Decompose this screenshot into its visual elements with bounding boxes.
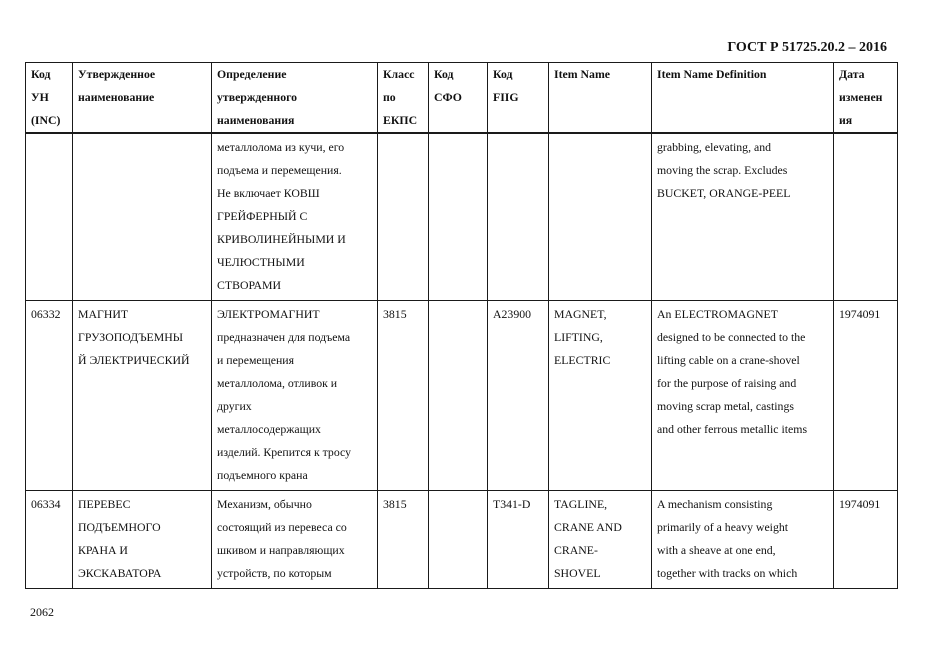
cell-item-name-line: TAGLINE, [554, 497, 608, 511]
cell-item-name-line: CRANE- [554, 543, 598, 557]
table-header-row [26, 63, 898, 134]
cell-inc [26, 133, 73, 301]
cell-definition [212, 491, 378, 589]
col-header-fiig: Код FIIG [488, 63, 549, 134]
cell-approved-name [73, 301, 212, 491]
cell-approved-name-line: ЭКСКАВАТОРА [78, 566, 162, 580]
cell-definition-line: Механизм, обычно [217, 497, 312, 511]
cell-definition-line: КРИВОЛИНЕЙНЫМИ И [217, 232, 346, 246]
cell-item-name-line: ELECTRIC [554, 353, 611, 367]
cell-definition-line: состоящий из перевеса со [217, 520, 347, 534]
col-header-sfo: Код СФО [429, 63, 488, 134]
cell-definition [212, 301, 378, 491]
cell-change-date [834, 301, 898, 491]
table-row [26, 301, 898, 491]
cell-definition-line: предназначен для подъема [217, 330, 351, 344]
cell-item-definition-line: A mechanism consisting [657, 497, 773, 511]
cell-class [378, 491, 429, 589]
cell-definition-line: шкивом и направляющих [217, 543, 345, 557]
cell-change-date [834, 133, 898, 301]
item-name-table [25, 62, 898, 589]
cell-item-name-line: SHOVEL [554, 566, 601, 580]
cell-definition-line: подъемного крана [217, 468, 308, 482]
cell-approved-name [73, 133, 212, 301]
cell-change-date-line: 1974091 [839, 307, 881, 321]
col-header-change-date: Дата изменен ия [834, 63, 898, 134]
col-header-definition: Определение утвержденного наименования [212, 63, 378, 134]
cell-item-name-line: LIFTING, [554, 330, 603, 344]
col-header-approved-name: Утвержденное наименование [73, 63, 212, 134]
cell-definition-line: Не включает КОВШ [217, 186, 320, 200]
cell-item-definition-line: An ELECTROMAGNET [657, 307, 778, 321]
cell-approved-name-line: МАГНИТ [78, 307, 129, 321]
cell-definition-line: устройств, по которым [217, 566, 332, 580]
cell-item-definition-line: together with tracks on which [657, 566, 798, 580]
cell-item-definition-line: grabbing, elevating, and [657, 140, 772, 154]
cell-definition-line: ЭЛЕКТРОМАГНИТ [217, 307, 320, 321]
cell-class-line: 3815 [383, 497, 407, 511]
cell-item-definition-line: lifting cable on a crane-shovel [657, 353, 800, 367]
cell-change-date-line: 1974091 [839, 497, 881, 511]
cell-item-definition-line: primarily of a heavy weight [657, 520, 789, 534]
cell-item-definition-line: with a sheave at one end, [657, 543, 776, 557]
cell-approved-name-line: ГРУЗОПОДЪЕМНЫ [78, 330, 184, 344]
cell-definition-line: и перемещения [217, 353, 295, 367]
cell-fiig [488, 491, 549, 589]
cell-class [378, 133, 429, 301]
cell-item-definition [652, 491, 834, 589]
cell-approved-name-line: ПОДЪЕМНОГО [78, 520, 161, 534]
cell-definition-line: СТВОРАМИ [217, 278, 282, 292]
cell-item-name [549, 133, 652, 301]
cell-item-definition-line: and other ferrous metallic items [657, 422, 808, 436]
cell-sfo [429, 491, 488, 589]
cell-fiig [488, 133, 549, 301]
cell-approved-name-line: Й ЭЛЕКТРИЧЕСКИЙ [78, 353, 190, 367]
cell-class-line: 3815 [383, 307, 407, 321]
table-row [26, 133, 898, 301]
cell-item-name-line: CRANE AND [554, 520, 622, 534]
cell-item-definition [652, 301, 834, 491]
cell-definition [212, 133, 378, 301]
cell-class [378, 301, 429, 491]
cell-definition-line: ГРЕЙФЕРНЫЙ С [217, 209, 308, 223]
cell-item-definition-line: for the purpose of raising and [657, 376, 797, 390]
cell-approved-name [73, 491, 212, 589]
cell-definition-line: подъема и перемещения. [217, 163, 342, 177]
page-number: 2062 [30, 605, 54, 619]
document-standard-header: ГОСТ Р 51725.20.2 – 2016 [727, 40, 887, 55]
cell-item-name-line: MAGNET, [554, 307, 607, 321]
col-header-item-name-definition: Item Name Definition [652, 63, 834, 134]
cell-fiig-line: T341-D [493, 497, 531, 511]
cell-definition-line: металлосодержащих [217, 422, 321, 436]
cell-fiig-line: A23900 [493, 307, 532, 321]
cell-approved-name-line: КРАНА И [78, 543, 128, 557]
cell-change-date [834, 491, 898, 589]
cell-item-definition [652, 133, 834, 301]
col-header-item-name: Item Name [549, 63, 652, 134]
col-header-class: Класс по ЕКПС [378, 63, 429, 134]
cell-inc [26, 491, 73, 589]
cell-definition-line: других [217, 399, 252, 413]
cell-definition-line: металлолома, отливок и [217, 376, 338, 390]
cell-inc-line: 06332 [31, 307, 61, 321]
cell-definition-line: изделий. Крепится к тросу [217, 445, 351, 459]
cell-item-definition-line: moving the scrap. Excludes [657, 163, 788, 177]
cell-item-definition-line: moving scrap metal, castings [657, 399, 794, 413]
table-row [26, 491, 898, 589]
cell-fiig [488, 301, 549, 491]
cell-item-definition-line: designed to be connected to the [657, 330, 806, 344]
cell-definition-line: ЧЕЛЮСТНЫМИ [217, 255, 305, 269]
cell-item-name [549, 491, 652, 589]
cell-sfo [429, 133, 488, 301]
cell-item-definition-line: BUCKET, ORANGE-PEEL [657, 186, 791, 200]
cell-approved-name-line: ПЕРЕВЕС [78, 497, 131, 511]
cell-inc [26, 301, 73, 491]
cell-definition-line: металлолома из кучи, его [217, 140, 345, 154]
cell-sfo [429, 301, 488, 491]
col-header-inc: Код УН (INC) [26, 63, 73, 134]
cell-item-name [549, 301, 652, 491]
cell-inc-line: 06334 [31, 497, 61, 511]
